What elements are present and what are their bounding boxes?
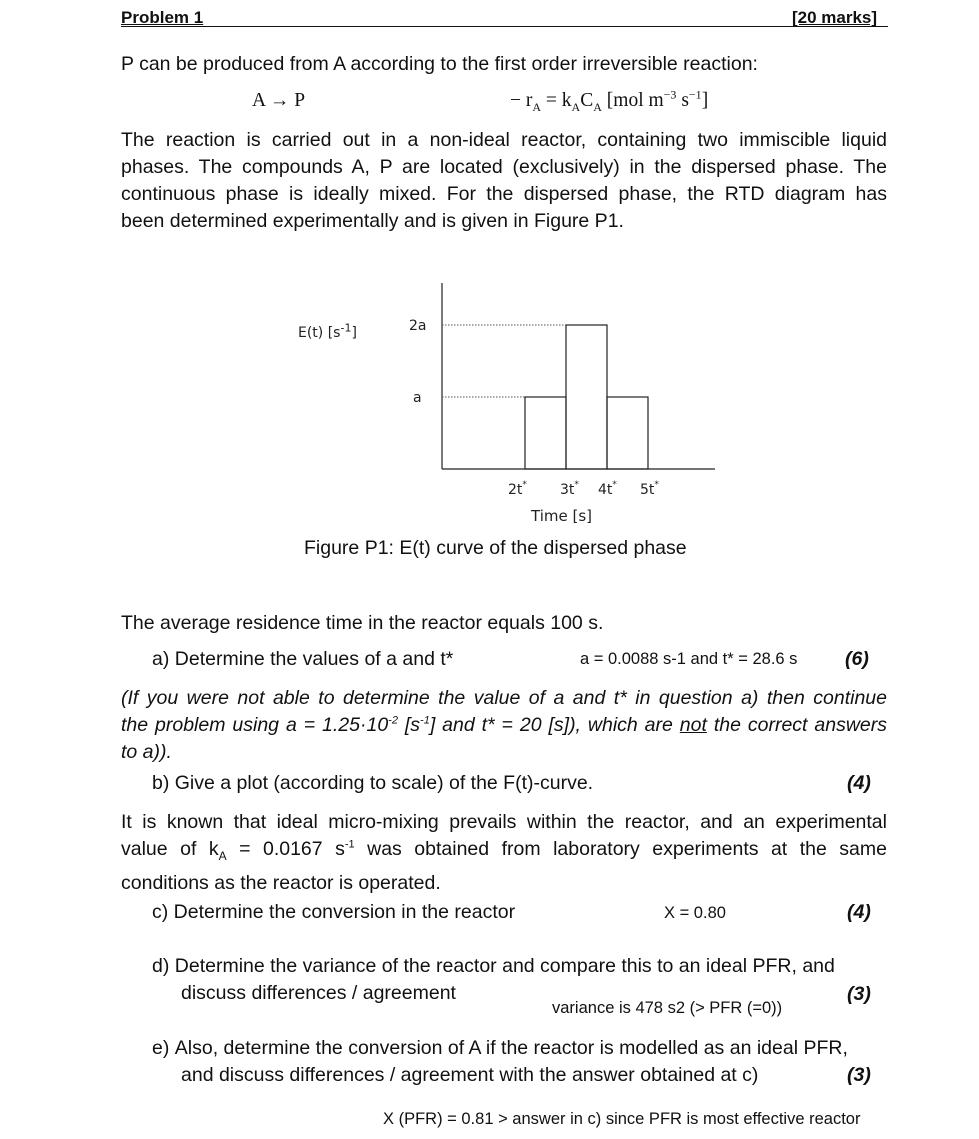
description-line: continuous phase is ideally mixed. For the dispersed phase, the RTD diagram has: [121, 183, 887, 205]
marks-a: (6): [845, 648, 869, 670]
rate-law: − $r_A = k_AC_A$ [mol $m^{-3}$ $s^{-1}$]: [510, 87, 709, 114]
description-line: been determined experimentally and is given in Figure P1.: [121, 210, 624, 232]
description-paragraph: [121, 127, 887, 235]
note-paragraph: [121, 685, 887, 766]
histogram-bar: [566, 325, 607, 469]
question-c: c) Determine the conversion in the reactor: [152, 901, 516, 923]
micro-mixing-paragraph: [121, 809, 887, 897]
note-line: (If you were not able to determine the value of a and t* in question a) then continue: [121, 687, 887, 709]
reaction-equation: A → P: [252, 90, 306, 111]
x-tick-label: 3t*: [560, 480, 579, 498]
description-line: The reaction is carried out in a non-ideal reactor, containing two immiscible liquid: [121, 129, 887, 151]
answer-d: variance is 478 s2 (> PFR (=0)): [552, 999, 783, 1017]
marks-b: (4): [847, 772, 871, 794]
x-tick-label: 4t*: [598, 480, 617, 498]
intro-text: P can be produced from A according to the first order irreversible reaction:: [121, 53, 758, 75]
marks-e: (3): [847, 1064, 871, 1086]
problem-marks: [20 marks]: [792, 8, 878, 27]
micro-line: value of $k_A = 0.0167$ $s^{-1}$ was obtained from laboratory experiments at the same: [121, 838, 887, 863]
x-tick-label: 2t*: [508, 480, 527, 498]
question-e-line1: e) Also, determine the conversion of A if the reactor is modelled as an ideal PFR,: [152, 1037, 848, 1059]
histogram-bar: [525, 397, 566, 469]
question-d-line1: d) Determine the variance of the reactor and compare this to an ideal PFR, and: [152, 955, 835, 977]
chart-xlabel: Time [s]: [531, 507, 592, 525]
question-e-line2: and discuss differences / agreement with the answer obtained at c): [181, 1064, 759, 1086]
marks-d: (3): [847, 983, 871, 1005]
answer-e: X (PFR) = 0.81 > answer in c) since PFR is most effective reactor: [383, 1110, 861, 1128]
header-rule: [121, 26, 888, 27]
chart-ylabel: E(t) $[s^{-1}]$: [298, 321, 357, 341]
answer-a: a = 0.0088 s-1 and t* = 28.6 s: [580, 650, 798, 668]
y-tick-label: 2a: [409, 318, 427, 334]
note-line: the problem using $a = 1.25\cdot 10^{-2}$ $[s^{-1}]$ and t* = 20 [s]), which are not the correct answers: [121, 714, 887, 736]
micro-line: It is known that ideal micro-mixing prevails within the reactor, and an experimental: [121, 811, 887, 833]
description-line: phases. The compounds A, P are located (exclusively) in the dispersed phase. The: [121, 156, 887, 178]
figure-caption: Figure P1: E(t) curve of the dispersed phase: [304, 537, 687, 559]
histogram-bar: [607, 397, 648, 469]
x-tick-label: 5t*: [640, 480, 659, 498]
note-line: to a)).: [121, 741, 172, 763]
y-tick-label: a: [413, 390, 422, 406]
problem-title: Problem 1: [121, 8, 204, 27]
marks-c: (4): [847, 901, 871, 923]
answer-c: X = 0.80: [664, 904, 726, 922]
avg-residence-text: The average residence time in the reactor equals 100 s.: [121, 612, 604, 634]
micro-line: conditions as the reactor is operated.: [121, 871, 441, 894]
question-b: b) Give a plot (according to scale) of the F(t)-curve.: [152, 772, 594, 794]
question-a: a) Determine the values of a and t*: [152, 648, 454, 670]
question-d-line2: discuss differences / agreement: [181, 982, 456, 1004]
